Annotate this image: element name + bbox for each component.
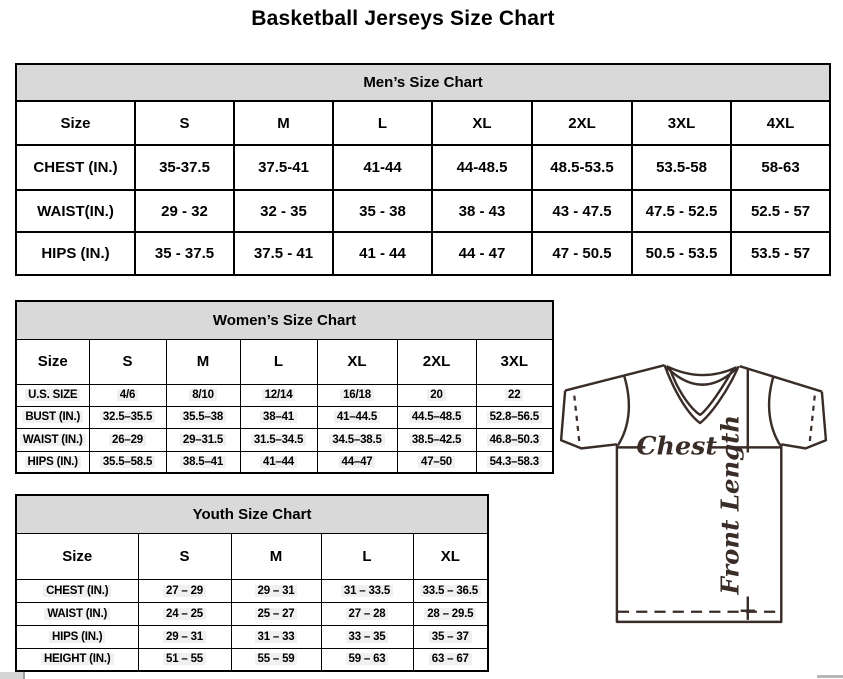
- mens-title-row: [16, 64, 830, 101]
- column-header: L: [321, 533, 413, 579]
- table-cell: 31.5–34.5: [240, 428, 317, 451]
- table-cell: 34.5–38.5: [317, 428, 397, 451]
- row-label: CHEST (IN.): [16, 579, 138, 602]
- mens-chart-title: Men’s Size Chart: [16, 64, 830, 101]
- table-cell: 54.3–58.3: [476, 451, 553, 473]
- front-length-label: Front Length: [715, 414, 745, 595]
- column-header: L: [333, 101, 432, 145]
- table-cell: 43 - 47.5: [532, 190, 632, 232]
- jersey-measurement-diagram: [555, 353, 831, 629]
- table-cell: 35 – 37: [413, 625, 488, 648]
- table-cell: 41–44.5: [317, 406, 397, 428]
- chest-label: Chest: [636, 430, 718, 461]
- youth-chart-title: Youth Size Chart: [16, 495, 488, 533]
- column-header: 4XL: [731, 101, 830, 145]
- column-header: M: [234, 101, 333, 145]
- page-title: Basketball Jerseys Size Chart: [251, 7, 555, 30]
- table-cell: 27 – 28: [321, 602, 413, 625]
- table-cell: 33 – 35: [321, 625, 413, 648]
- row-label: HIPS (IN.): [16, 232, 135, 275]
- table-cell: 47 - 50.5: [532, 232, 632, 275]
- table-row: [16, 625, 488, 648]
- table-cell: 35 - 37.5: [135, 232, 234, 275]
- column-header: L: [240, 339, 317, 384]
- table-cell: 59 – 63: [321, 648, 413, 671]
- row-label: WAIST(IN.): [16, 190, 135, 232]
- table-cell: 29 – 31: [138, 625, 231, 648]
- table-cell: 29 - 32: [135, 190, 234, 232]
- table-row: [16, 190, 830, 232]
- row-label: HIPS (IN.): [16, 451, 89, 473]
- scrollbar-fragment-right: [817, 675, 843, 678]
- table-row: [16, 648, 488, 671]
- table-cell: 44-48.5: [432, 145, 532, 190]
- table-cell: 27 – 29: [138, 579, 231, 602]
- table-cell: 48.5-53.5: [532, 145, 632, 190]
- table-cell: 20: [397, 384, 476, 406]
- table-row: [16, 232, 830, 275]
- table-cell: 31 – 33.5: [321, 579, 413, 602]
- column-header: 3XL: [632, 101, 731, 145]
- table-cell: 4/6: [89, 384, 166, 406]
- scrollbar-fragment-left: [0, 672, 25, 679]
- table-row: [16, 602, 488, 625]
- table-cell: 55 – 59: [231, 648, 321, 671]
- column-header: S: [138, 533, 231, 579]
- table-cell: 52.5 - 57: [731, 190, 830, 232]
- table-cell: 51 – 55: [138, 648, 231, 671]
- table-row: [16, 451, 553, 473]
- table-cell: 12/14: [240, 384, 317, 406]
- jersey-outline-icon: [555, 353, 831, 629]
- table-cell: 47–50: [397, 451, 476, 473]
- youth-size-table: [15, 494, 489, 672]
- table-cell: 38–41: [240, 406, 317, 428]
- table-cell: 22: [476, 384, 553, 406]
- row-label: WAIST (IN.): [16, 602, 138, 625]
- table-cell: 24 – 25: [138, 602, 231, 625]
- table-cell: 38.5–41: [166, 451, 240, 473]
- youth-header-row: [16, 533, 488, 579]
- table-cell: 46.8–50.3: [476, 428, 553, 451]
- table-cell: 26–29: [89, 428, 166, 451]
- column-header: M: [166, 339, 240, 384]
- column-header: XL: [317, 339, 397, 384]
- table-row: [16, 145, 830, 190]
- table-row: [16, 384, 553, 406]
- column-header: 3XL: [476, 339, 553, 384]
- table-cell: 35-37.5: [135, 145, 234, 190]
- womens-header-row: [16, 339, 553, 384]
- column-header: Size: [16, 533, 138, 579]
- womens-chart-title: Women’s Size Chart: [16, 301, 553, 339]
- table-cell: 38 - 43: [432, 190, 532, 232]
- mens-size-table: [15, 63, 831, 276]
- table-cell: 63 – 67: [413, 648, 488, 671]
- table-cell: 41-44: [333, 145, 432, 190]
- table-cell: 58-63: [731, 145, 830, 190]
- column-header: S: [89, 339, 166, 384]
- table-cell: 44 - 47: [432, 232, 532, 275]
- table-cell: 41 - 44: [333, 232, 432, 275]
- table-row: [16, 428, 553, 451]
- youth-title-row: [16, 495, 488, 533]
- column-header: 2XL: [397, 339, 476, 384]
- table-cell: 37.5-41: [234, 145, 333, 190]
- table-cell: 41–44: [240, 451, 317, 473]
- row-label: WAIST (IN.): [16, 428, 89, 451]
- row-label: BUST (IN.): [16, 406, 89, 428]
- table-cell: 38.5–42.5: [397, 428, 476, 451]
- table-cell: 29–31.5: [166, 428, 240, 451]
- table-cell: 33.5 – 36.5: [413, 579, 488, 602]
- table-cell: 25 – 27: [231, 602, 321, 625]
- table-cell: 53.5 - 57: [731, 232, 830, 275]
- table-cell: 28 – 29.5: [413, 602, 488, 625]
- column-header: S: [135, 101, 234, 145]
- table-cell: 32 - 35: [234, 190, 333, 232]
- column-header: XL: [432, 101, 532, 145]
- table-cell: 35.5–58.5: [89, 451, 166, 473]
- table-cell: 29 – 31: [231, 579, 321, 602]
- column-header: M: [231, 533, 321, 579]
- table-cell: 32.5–35.5: [89, 406, 166, 428]
- womens-title-row: [16, 301, 553, 339]
- column-header: 2XL: [532, 101, 632, 145]
- table-row: [16, 406, 553, 428]
- row-label: HEIGHT (IN.): [16, 648, 138, 671]
- table-cell: 16/18: [317, 384, 397, 406]
- table-cell: 53.5-58: [632, 145, 731, 190]
- table-cell: 44–47: [317, 451, 397, 473]
- womens-size-table: [15, 300, 554, 474]
- table-cell: 35 - 38: [333, 190, 432, 232]
- table-cell: 8/10: [166, 384, 240, 406]
- row-label: U.S. SIZE: [16, 384, 89, 406]
- column-header: XL: [413, 533, 488, 579]
- mens-header-row: [16, 101, 830, 145]
- table-cell: 31 – 33: [231, 625, 321, 648]
- row-label: CHEST (IN.): [16, 145, 135, 190]
- table-cell: 35.5–38: [166, 406, 240, 428]
- table-cell: 37.5 - 41: [234, 232, 333, 275]
- row-label: HIPS (IN.): [16, 625, 138, 648]
- table-cell: 52.8–56.5: [476, 406, 553, 428]
- column-header: Size: [16, 101, 135, 145]
- table-row: [16, 579, 488, 602]
- table-cell: 47.5 - 52.5: [632, 190, 731, 232]
- column-header: Size: [16, 339, 89, 384]
- table-cell: 44.5–48.5: [397, 406, 476, 428]
- table-cell: 50.5 - 53.5: [632, 232, 731, 275]
